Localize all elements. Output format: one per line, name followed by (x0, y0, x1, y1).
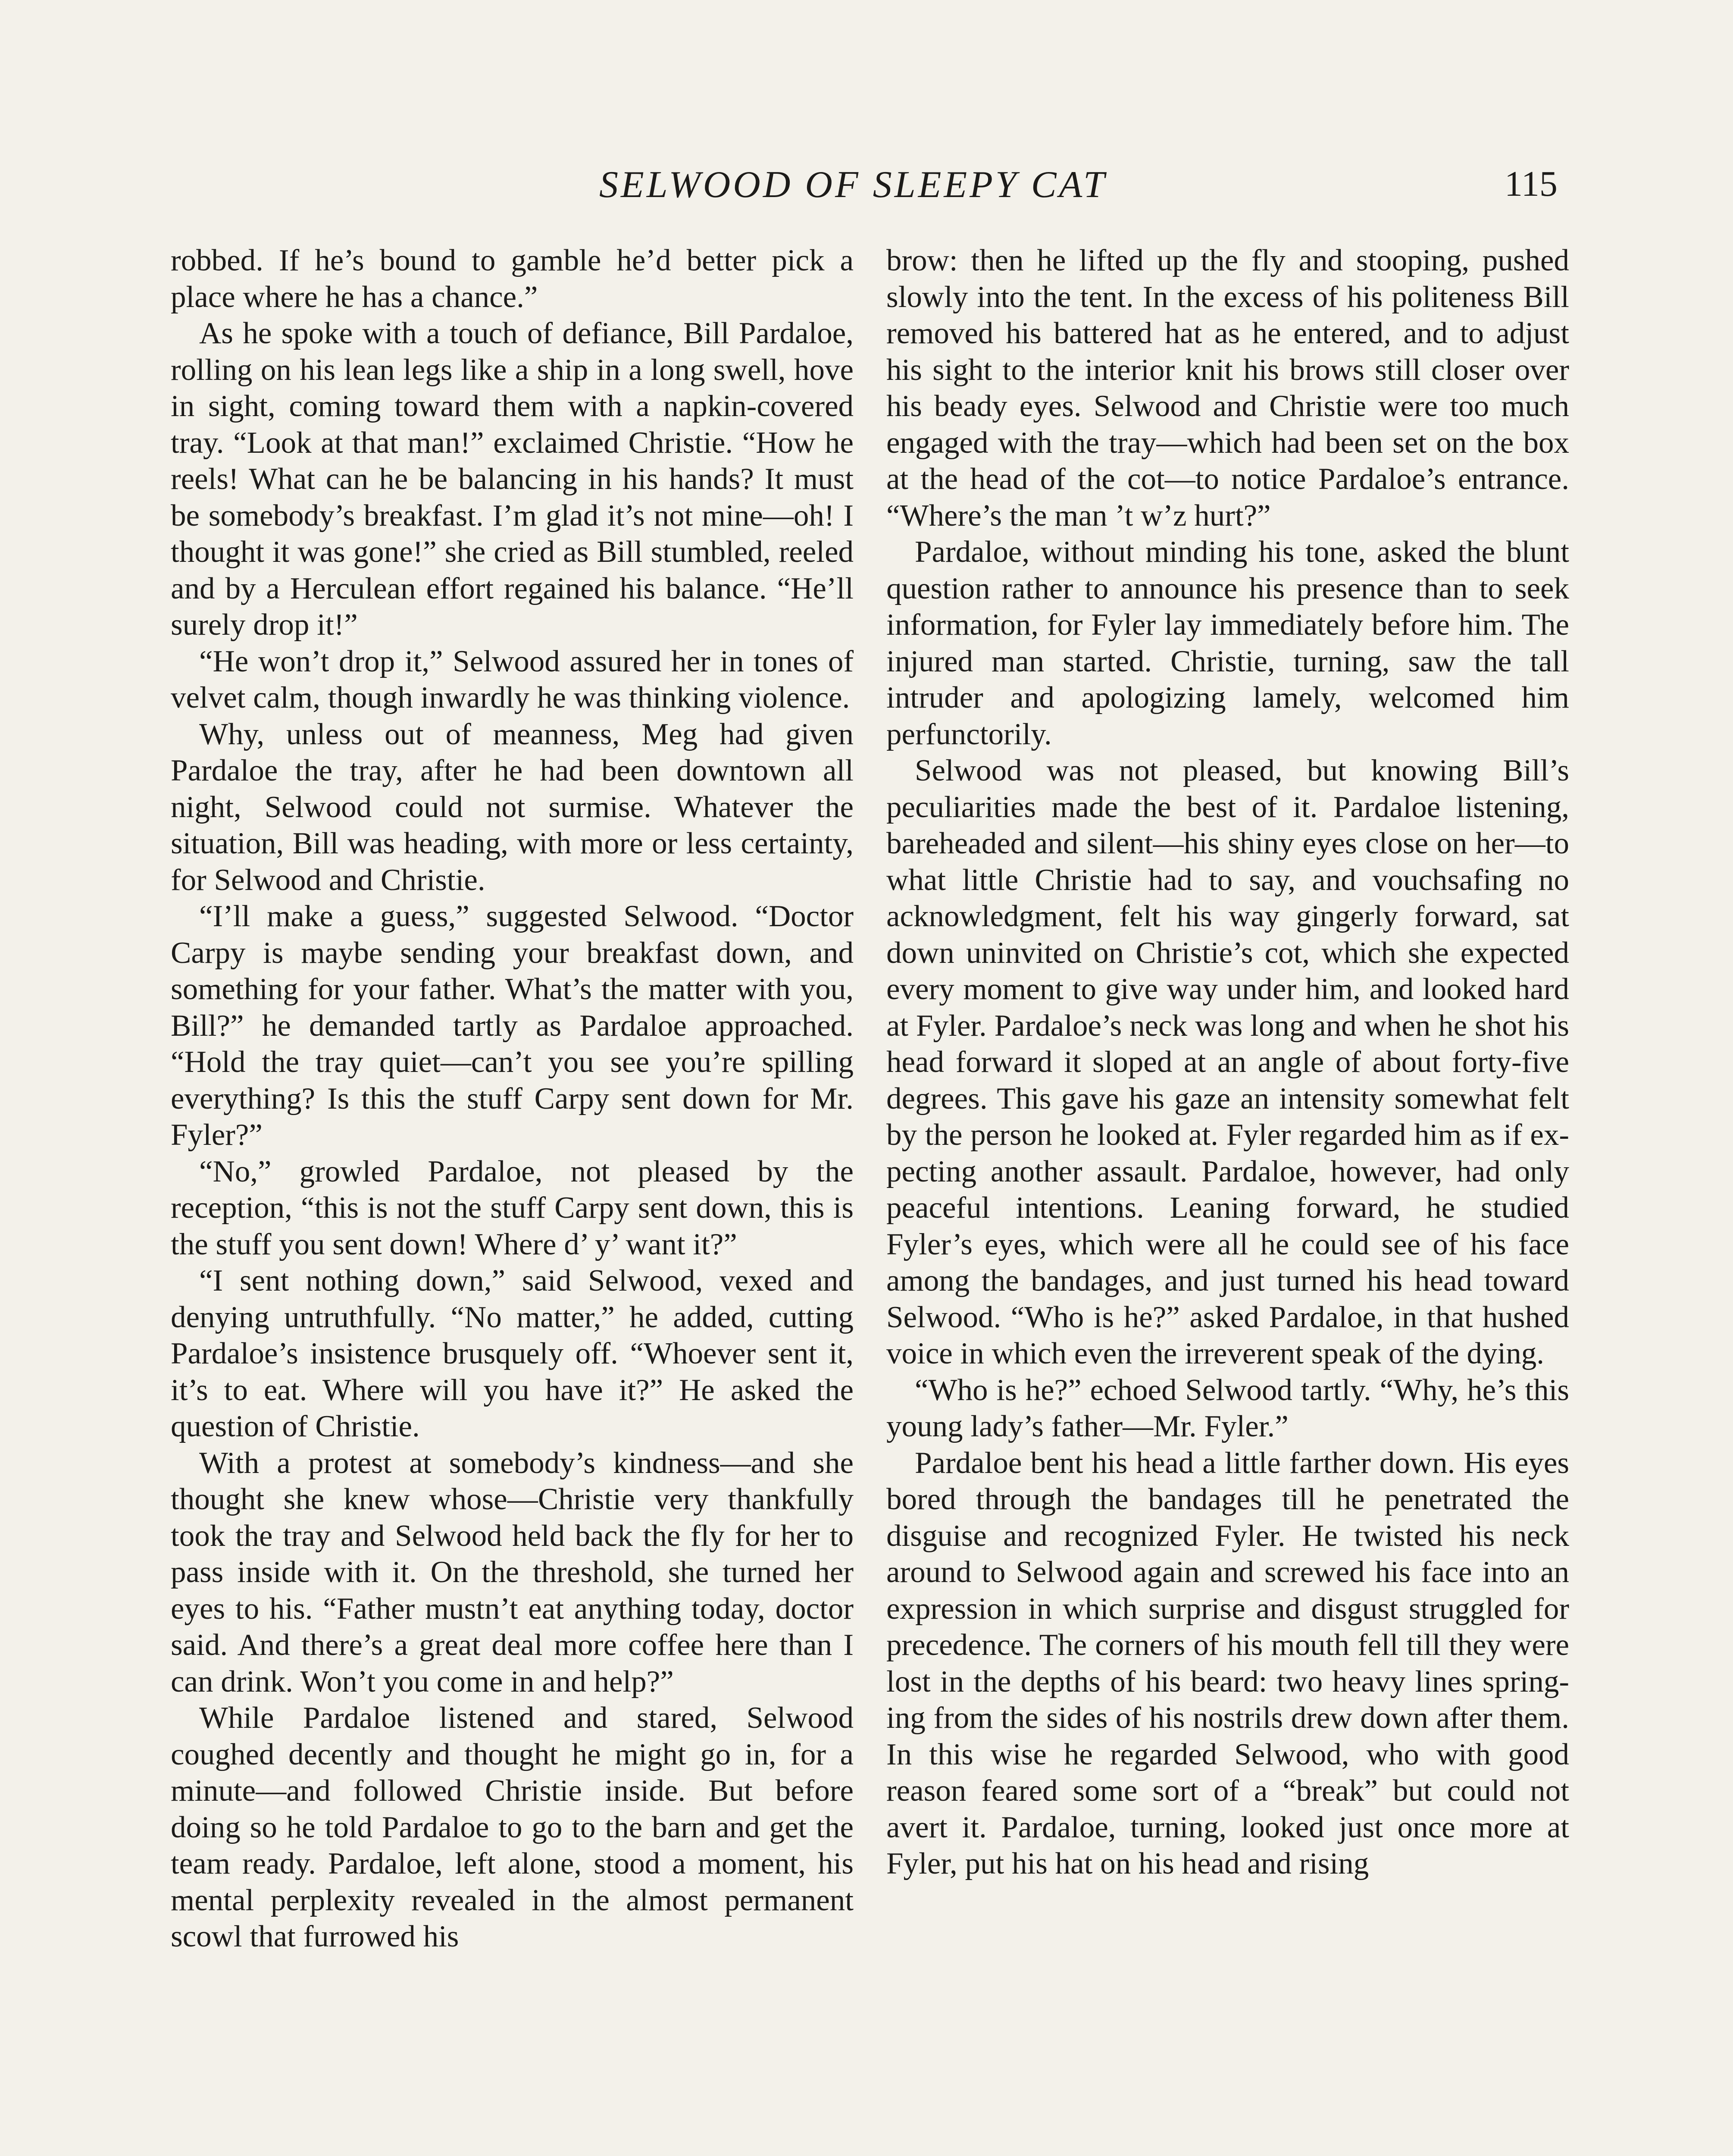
paragraph: “I sent nothing down,” said Selwood, vexed and denying untruthfully. “No matter,” he added, cutting Pardaloe’s insistence brusquely off. “Whoever sent it, it’s to eat. Where will you have it?” He asked the question of Christie. (171, 1264, 854, 1443)
paragraph: Why, unless out of meanness, Meg had given Pardaloe the tray, after he had been downtown all night, Selwood could not surmise. Whatever the situation, Bill was heading, with more or less certainty, for Selwood and Christie. (171, 717, 854, 897)
paragraph: As he spoke with a touch of defiance, Bill Pardaloe, rolling on his lean legs like a ship in a long swell, hove in sight, coming toward them with a napkin-covered tray. “Look at that man!” exclaimed Christie. “How he reels! What can he be balancing in his hands? It must be somebody’s breakfast. I’m glad it’s not mine—oh! I thought it was gone!” she cried as Bill stumbled, reeled and by a Herculean effort regained his balance. “He’ll surely drop it!” (171, 317, 854, 642)
running-title: SELWOOD OF SLEEPY CAT (599, 164, 1107, 206)
paragraph: brow: then he lifted up the fly and stooping, pushed slowly into the tent. In the excess of his politeness Bill removed his battered hat as he entered, and to adjust his sight to the interior knit his brows still closer over his beady eyes. Selwood and Christie were too much engaged with the tray—which had been set on the box at the head of the cot—to notice Pardaloe’s entrance. “Where’s the man ’t w’z hurt?” (886, 244, 1569, 533)
page-number: 115 (1505, 164, 1558, 204)
paragraph: Pardaloe bent his head a little farther down. His eyes bored through the bandages till he penetrated the disguise and recognized Fyler. He twisted his neck around to Selwood again and screwed his face into an expression in which surprise and disgust struggled for precedence. The corners of his mouth fell till they were lost in the depths of his beard: two heavy lines springing from the sides of his nostrils drew down after them. In this wise he regarded Selwood, who with good reason feared some sort of a “break” but could not avert it. Pardaloe, turning, looked just once more at Fyler, put his hat on his head and rising (886, 1446, 1569, 1880)
text-column-left (171, 242, 854, 2156)
paragraph: “No,” growled Pardaloe, not pleased by the reception, “this is not the stuff Carpy sent down, this is the stuff you sent down! Where d’ y’ want it?” (171, 1154, 854, 1261)
paragraph: robbed. If he’s bound to gamble he’d better pick a place where he has a chance.” (171, 244, 854, 314)
paragraph: Pardaloe, without minding his tone, asked the blunt question rather to announce his presence than to seek information, for Fyler lay immediately before him. The injured man started. Christie, turning, saw the tall intruder and apologizing lamely, welcomed him perfunctorily. (886, 535, 1569, 751)
text-column-right (886, 242, 1569, 2156)
paragraph: While Pardaloe listened and stared, Selwood coughed decently and thought he might go in, for a minute—and followed Christie inside. But before doing so he told Pardaloe to go to the barn and get the team ready. Pardaloe, left alone, stood a moment, his mental perplexity revealed in the almost permanent scowl that furrowed his (171, 1701, 854, 1953)
paragraph: Selwood was not pleased, but knowing Bill’s peculiarities made the best of it. Pardaloe listening, bareheaded and silent—his shiny eyes close on her—to what little Christie had to say, and vouchsafing no acknowledgment, felt his way gingerly forward, sat down uninvited on Christie’s cot, which she expected every moment to give way under him, and looked hard at Fyler. Pardaloe’s neck was long and when he shot his head forward it sloped at an angle of about forty-five degrees. This gave his gaze an intensity somewhat felt by the person he looked at. Fyler regarded him as if expecting another assault. Pardaloe, however, had only peaceful intentions. Leaning forward, he studied Fyler’s eyes, which were all he could see of his face among the bandages, and just turned his head toward Selwood. “Who is he?” asked Pardaloe, in that hushed voice in which even the irreverent speak of the dying. (886, 754, 1569, 1370)
paragraph: “He won’t drop it,” Selwood assured her in tones of velvet calm, though inwardly he was thinking violence. (171, 644, 854, 714)
paragraph: “Who is he?” echoed Selwood tartly. “Why, he’s this young lady’s father—Mr. Fyler.” (886, 1373, 1569, 1443)
paragraph: “I’ll make a guess,” suggested Selwood. “Doctor Carpy is maybe sending your breakfast down, and something for your father. What’s the matter with you, Bill?” he demanded tartly as Pardaloe approached. “Hold the tray quiet—can’t you see you’re spilling everything? Is this the stuff Carpy sent down for Mr. Fyler?” (171, 899, 854, 1152)
paragraph: With a protest at somebody’s kindness—and she thought she knew whose—Christie very thankfully took the tray and Selwood held back the fly for her to pass inside with it. On the threshold, she turned her eyes to his. “Father mustn’t eat anything today, doctor said. And there’s a great deal more coffee here than I can drink. Won’t you come in and help?” (171, 1446, 854, 1698)
